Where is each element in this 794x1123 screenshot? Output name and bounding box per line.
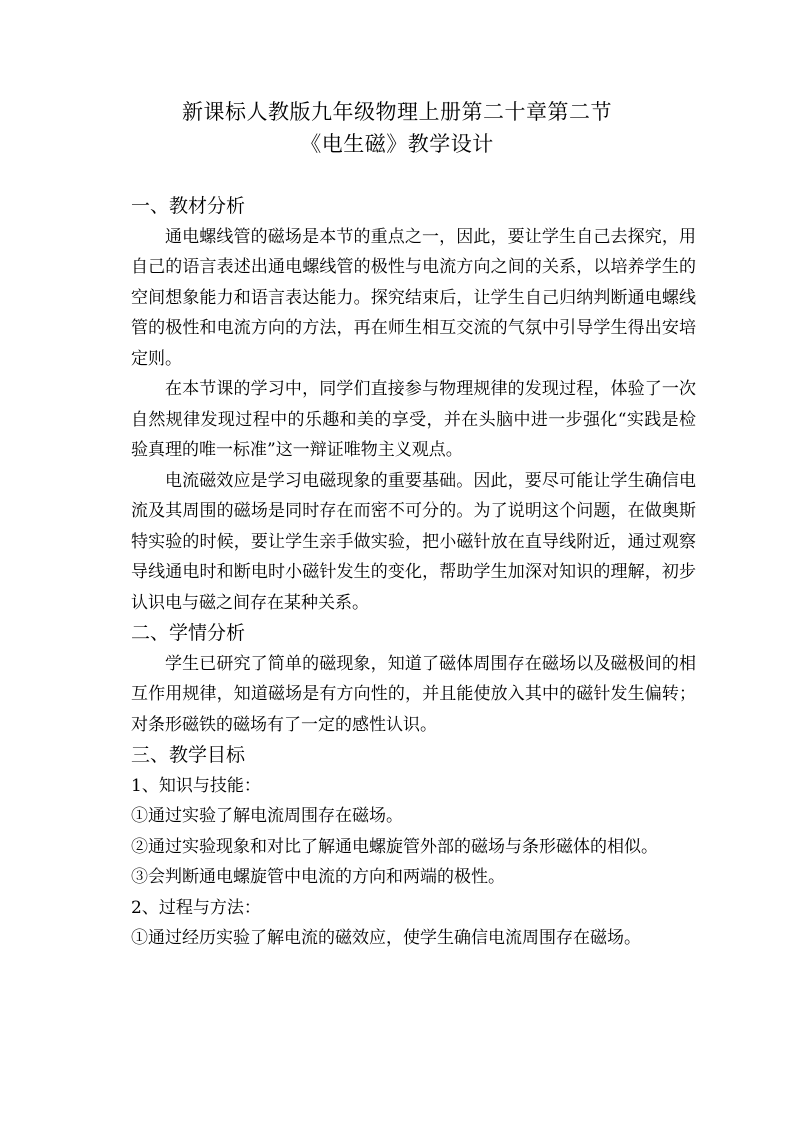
title-line-2: 《电生磁》教学设计 [300, 132, 494, 156]
subheading-knowledge-skills: 1、知识与技能： [131, 775, 261, 796]
goal-item-1: ①通过实验了解电流周围存在磁场。 [131, 806, 403, 826]
section-heading-textbook-analysis: 一、教材分析 [131, 195, 246, 217]
title-line-1: 新课标人教版九年级物理上册第二十章第二节 [182, 100, 612, 124]
paragraph-textbook-3: 电流磁效应是学习电磁现象的重要基础。因此，要尽可能让学生确信电流及其周围的磁场是同时存在而密不可分的。为了说明这个问题，在做奥斯特实验的时候，要让学生亲手做实验，把小磁针放在直导线附近，通过观察导线通电时和断电时小磁针发生的变化，帮助学生加深对知识的理解，初步认识电与磁之间存在某种关系。 [131, 470, 696, 613]
paragraph-textbook-2: 在本节课的学习中，同学们直接参与物理规律的发现过程，体验了一次自然规律发现过程中的乐趣和美的享受，并在头脑中进一步强化“实践是检验真理的唯一标准”这一辩证唯物主义观点。 [131, 379, 696, 460]
document-title [0, 96, 794, 160]
paragraph-textbook-1: 通电螺线管的磁场是本节的重点之一，因此，要让学生自己去探究，用自己的语言表述出通电螺线管的极性与电流方向之间的关系，以培养学生的空间想象能力和语言表达能力。探究结束后，让学生自己归纳判断通电螺线管的极性和电流方向的方法，再在师生相互交流的气氛中引导学生得出安培定则。 [131, 226, 696, 369]
goal-item-4: ①通过经历实验了解电流的磁效应，使学生确信电流周围存在磁场。 [131, 928, 641, 948]
paragraph-student-1: 学生已研究了简单的磁现象，知道了磁体周围存在磁场以及磁极间的相互作用规律，知道磁场是有方向性的，并且能使放入其中的磁针发生偏转；对条形磁铁的磁场有了一定的感性认识。 [131, 653, 696, 735]
section-heading-teaching-goals: 三、教学目标 [131, 744, 246, 766]
section-heading-student-analysis: 二、学情分析 [131, 622, 246, 644]
document-body [131, 191, 696, 954]
subheading-process-method: 2、过程与方法： [131, 897, 261, 918]
goal-item-2: ②通过实验现象和对比了解通电螺旋管外部的磁场与条形磁体的相似。 [131, 836, 658, 857]
goal-item-3: ③会判断通电螺旋管中电流的方向和两端的极性。 [131, 867, 505, 887]
